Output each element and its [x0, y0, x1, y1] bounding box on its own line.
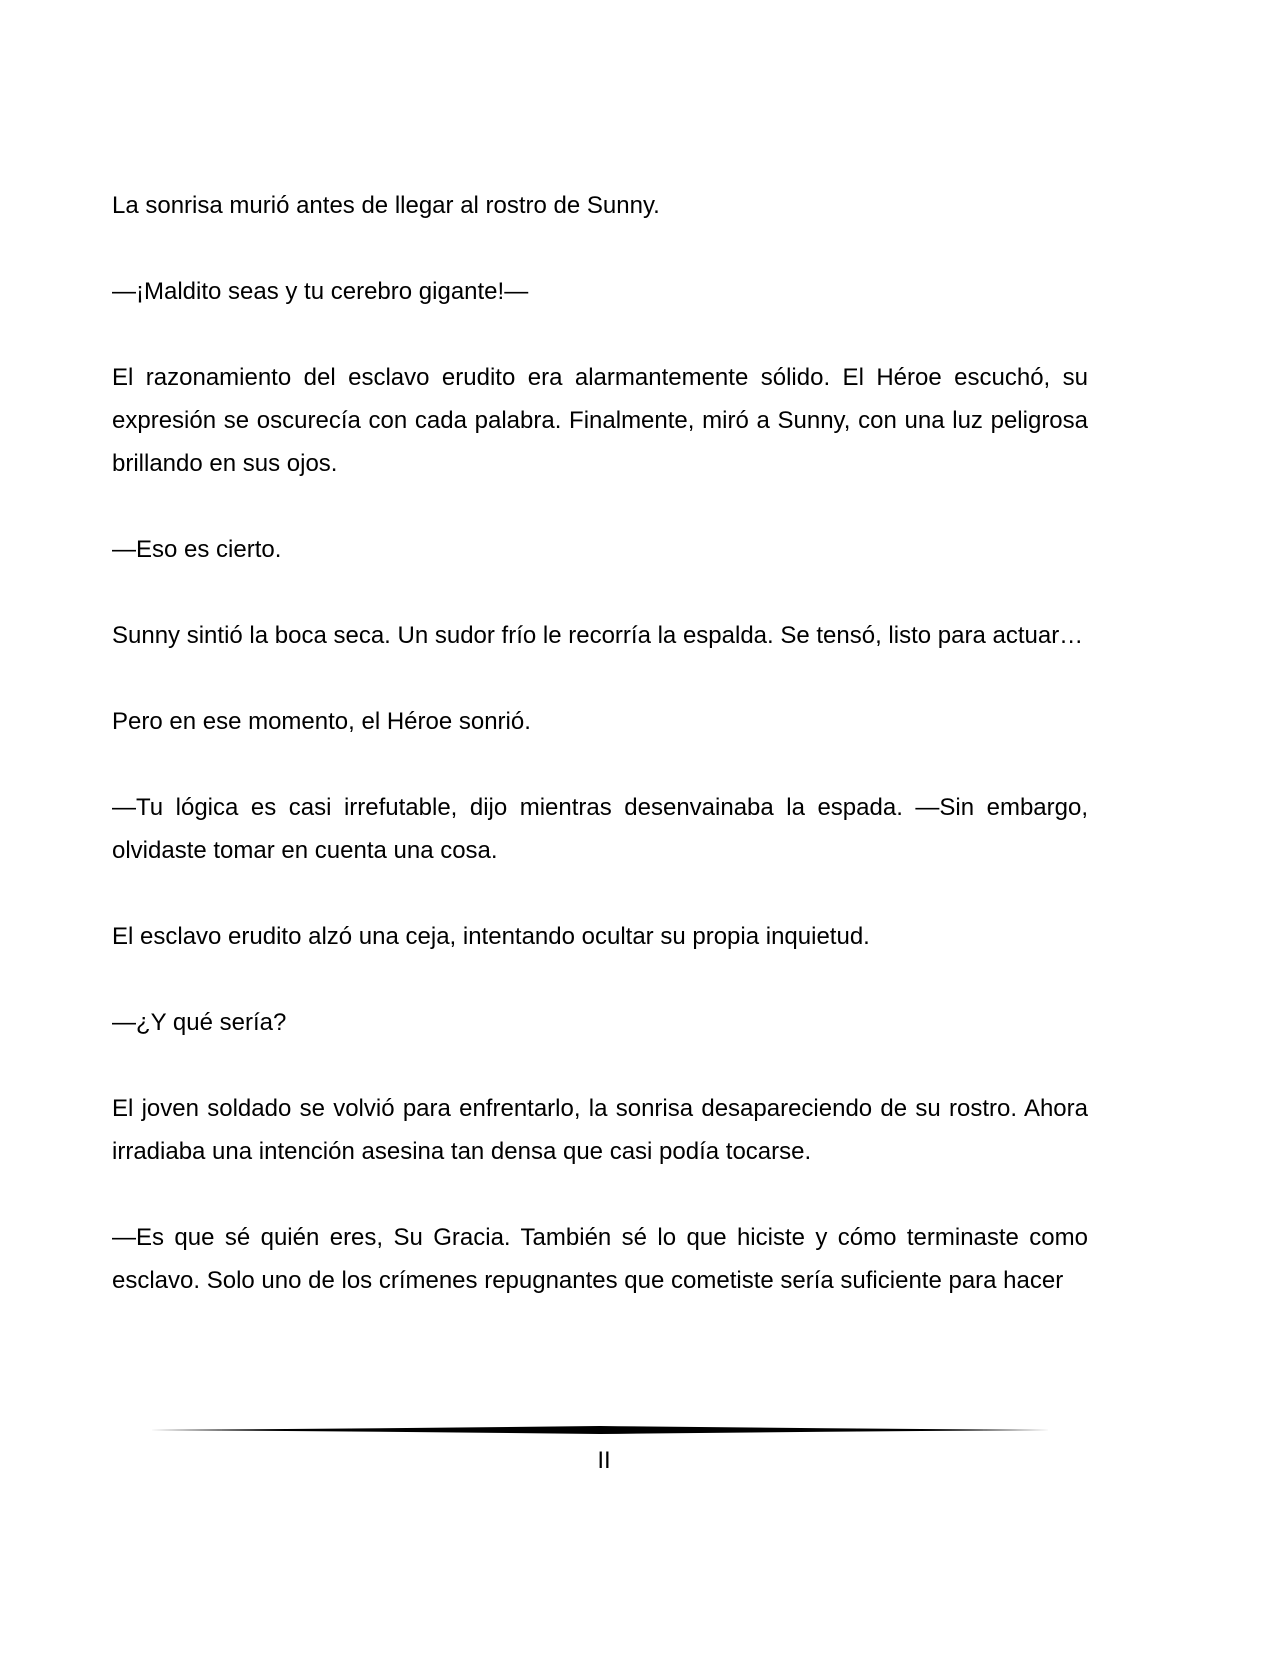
paragraph: Sunny sintió la boca seca. Un sudor frío le recorría la espalda. Se tensó, listo para actuar… — [112, 622, 1084, 649]
paragraph: El esclavo erudito alzó una ceja, intentando ocultar su propia inquietud. — [112, 923, 870, 950]
paragraph: El joven soldado se volvió para enfrentarlo, la sonrisa desapareciendo de su rostro. Ahora irradiaba una intención asesina tan densa que casi podía tocarse. — [112, 1095, 1088, 1165]
paragraph: —Tu lógica es casi irrefutable, dijo mientras desenvainaba la espada. —Sin embargo, olvidaste tomar en cuenta una cosa. — [112, 794, 1088, 864]
footer-divider-ornament — [150, 1424, 1050, 1436]
paragraph: La sonrisa murió antes de llegar al rostro de Sunny. — [112, 192, 660, 219]
paragraph: Pero en ese momento, el Héroe sonrió. — [112, 708, 531, 735]
paragraph: —¡Maldito seas y tu cerebro gigante!— — [112, 278, 529, 305]
page-number: II — [597, 1447, 611, 1474]
paragraph: El razonamiento del esclavo erudito era alarmantemente sólido. El Héroe escuchó, su expresión se oscurecía con cada palabra. Finalmente, miró a Sunny, con una luz peligrosa brillando en sus ojos. — [112, 364, 1088, 477]
paragraph: —¿Y qué sería? — [112, 1009, 287, 1036]
text-body — [112, 184, 1088, 1302]
paragraph: —Eso es cierto. — [112, 536, 282, 563]
paragraph: —Es que sé quién eres, Su Gracia. También sé lo que hiciste y cómo terminaste como esclavo. Solo uno de los crímenes repugnantes que cometiste sería suficiente para hacer — [112, 1224, 1088, 1294]
